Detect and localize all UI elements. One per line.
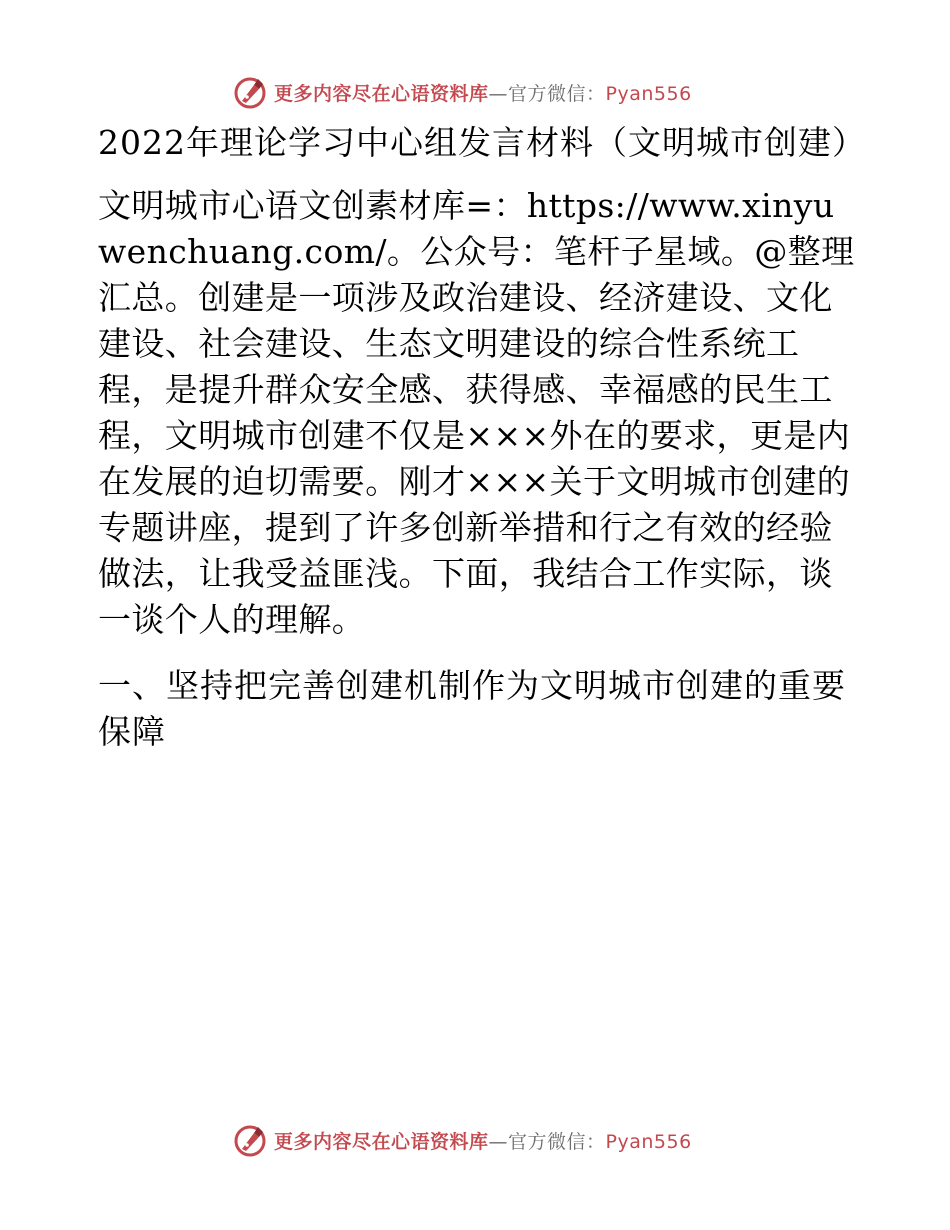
pen-nib-logo-icon — [232, 74, 268, 110]
document-body — [98, 120, 866, 755]
header-banner-wechat-label: —官方微信： — [488, 82, 606, 105]
footer-banner-wechat-id: Pyan556 — [605, 1130, 692, 1153]
header-banner-title: 更多内容尽在心语资料库 — [274, 82, 489, 105]
header-banner — [232, 72, 692, 112]
footer-banner — [232, 1120, 692, 1160]
body-paragraph: 文明城市心语文创素材库=：https://www.xinyuwenchuang.com/。公众号：笔杆子星域。@整理汇总。创建是一项涉及政治建设、经济建设、文化建设、社会建设、生态文明建设的综合性系统工程，是提升群众安全感、获得感、幸福感的民生工程，文明城市创建不仅是×××外在的要求，更是内在发展的迫切需要。刚才×××关于文明城市创建的专题讲座，提到了许多创新举措和行之有效的经验做法，让我受益匪浅。下面，我结合工作实际，谈一谈个人的理解。 — [98, 186, 855, 639]
header-banner-text — [274, 79, 692, 106]
footer-banner-text — [274, 1127, 692, 1154]
footer-banner-title: 更多内容尽在心语资料库 — [274, 1130, 489, 1153]
document-title: 2022年理论学习中心组发言材料（文明城市创建） — [98, 123, 866, 162]
footer-banner-wechat-label: —官方微信： — [488, 1130, 606, 1153]
pen-nib-logo-icon — [232, 1122, 268, 1158]
header-banner-wechat-id: Pyan556 — [605, 82, 692, 105]
section-heading: 一、坚持把完善创建机制作为文明城市创建的重要保障 — [98, 666, 846, 751]
